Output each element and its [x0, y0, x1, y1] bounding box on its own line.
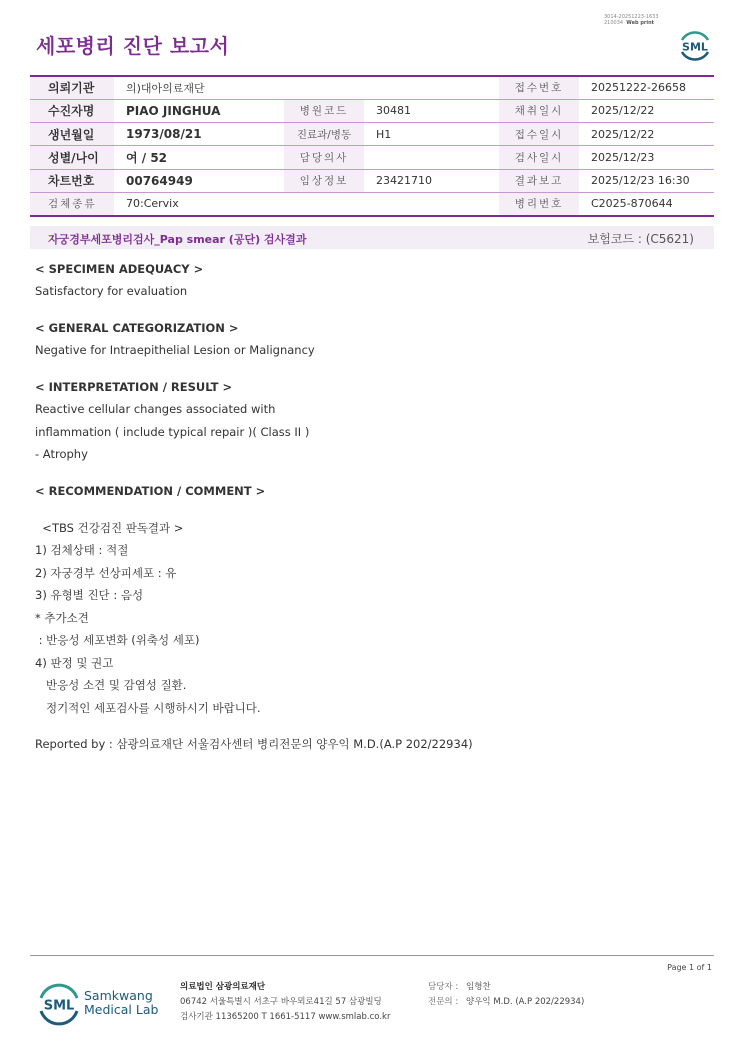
logo-name-line2: Medical Lab	[84, 1002, 159, 1017]
value-patient-name: PIAO JINGHUA	[114, 99, 284, 122]
footer-address	[180, 980, 390, 1025]
table-row	[30, 146, 714, 169]
patient-info-table	[30, 75, 714, 217]
footer-logo-text: SML	[43, 998, 75, 1014]
comment-line: 4) 판정 및 권고	[35, 656, 114, 670]
label-patient-name: 수진자명	[30, 99, 114, 122]
label-collection-date: 채취일시	[499, 99, 579, 122]
section-heading-specimen-adequacy: < SPECIMEN ADEQUACY >	[35, 262, 204, 276]
value-hospital-code: 30481	[364, 99, 499, 122]
label-result-report: 결과보고	[499, 169, 579, 192]
footer-org-name: 의료법인 삼광의료재단	[180, 982, 266, 992]
test-title: 자궁경부세포병리검사_Pap smear (공단) 검사결과	[48, 233, 307, 246]
web-print-label: Web print	[626, 20, 655, 26]
page-title: 세포병리 진단 보고서	[36, 34, 230, 58]
comment-line: 2) 자궁경부 선상피세포 : 유	[35, 566, 177, 580]
label-receipt-number: 접수번호	[499, 76, 579, 99]
label-department: 진료과/병동	[284, 123, 364, 146]
reported-by: Reported by : 삼광의료재단 서울검사센터 병리전문의 양우익 M.D.(A.P 202/22934)	[35, 737, 473, 751]
value-department: H1	[364, 123, 499, 146]
comment-line: 반응성 소견 및 감염성 질환.	[35, 678, 187, 692]
label-clinical-info: 임상정보	[284, 169, 364, 192]
document-code-line2: 210034	[604, 20, 624, 26]
section-heading-general-categorization: < GENERAL CATEGORIZATION >	[35, 321, 239, 335]
label-hospital-code: 병원코드	[284, 99, 364, 122]
label-doctor: 담당의사	[284, 146, 364, 169]
label-chart-number: 차트번호	[30, 169, 114, 192]
staff-value: 임형찬	[466, 982, 491, 992]
interpretation-line-1: Reactive cellular changes associated with	[35, 402, 276, 416]
general-categorization-text: Negative for Intraepithelial Lesion or Malignancy	[35, 343, 315, 357]
label-receipt-date: 접수일시	[499, 123, 579, 146]
section-heading-recommendation: < RECOMMENDATION / COMMENT >	[35, 484, 266, 498]
specimen-adequacy-text: Satisfactory for evaluation	[35, 284, 188, 298]
interpretation-line-2: inflammation ( include typical repair )( Class II )	[35, 425, 310, 439]
comment-line: : 반응성 세포변화 (위축성 세포)	[35, 633, 200, 647]
test-title-bar	[30, 226, 714, 249]
specialist-label: 전문의 :	[428, 997, 459, 1007]
logo-name-line1: Samkwang	[84, 988, 153, 1003]
comment-line: * 추가소견	[35, 611, 89, 625]
staff-label: 담당자 :	[428, 982, 459, 992]
label-requesting-org: 의뢰기관	[30, 76, 114, 99]
interpretation-line-3: - Atrophy	[35, 447, 88, 461]
page-number: Page 1 of 1	[667, 963, 712, 972]
value-birth-date: 1973/08/21	[114, 123, 284, 146]
value-receipt-number: 20251222-26658	[579, 76, 714, 99]
comment-line: 1) 검체상태 : 적절	[35, 543, 129, 557]
label-sex-age: 성별/나이	[30, 146, 114, 169]
table-row	[30, 76, 714, 99]
footer-contact-line: 검사기관 11365200 T 1661-5117 www.smlab.co.kr	[180, 1012, 391, 1022]
samkwang-logo-icon	[36, 982, 82, 1026]
value-test-date: 2025/12/23	[579, 146, 714, 169]
sml-logo-icon	[676, 26, 714, 64]
value-requesting-org: 의)대아의료재단	[114, 76, 499, 99]
document-code-line1: 3014-20251223-1633	[604, 14, 659, 20]
comment-line: <TBS 건강검진 판독결과 >	[35, 521, 184, 535]
value-sex-age: 여 / 52	[114, 146, 284, 169]
document-code	[604, 14, 694, 26]
label-pathology-number: 병리번호	[499, 192, 579, 215]
section-heading-interpretation: < INTERPRETATION / RESULT >	[35, 380, 233, 394]
value-receipt-date: 2025/12/22	[579, 123, 714, 146]
table-row	[30, 123, 714, 146]
value-clinical-info: 23421710	[364, 169, 499, 192]
insurance-code: 보험코드 : (C5621)	[587, 232, 694, 246]
label-test-date: 검사일시	[499, 146, 579, 169]
footer-address-line: 06742 서울특별시 서초구 바우뫼로41길 57 삼광빌딩	[180, 997, 382, 1007]
table-row	[30, 192, 714, 215]
value-result-report: 2025/12/23 16:30	[579, 169, 714, 192]
value-chart-number: 00764949	[114, 169, 284, 192]
comment-line: 정기적인 세포검사를 시행하시기 바랍니다.	[35, 701, 261, 715]
logo-text: SML	[682, 40, 708, 54]
specialist-value: 양우익 M.D. (A.P 202/22934)	[466, 997, 585, 1007]
label-birth-date: 생년월일	[30, 123, 114, 146]
table-row	[30, 169, 714, 192]
label-specimen-type: 검체종류	[30, 192, 114, 215]
value-pathology-number: C2025-870644	[579, 192, 714, 215]
table-row	[30, 99, 714, 122]
value-specimen-type: 70:Cervix	[114, 192, 499, 215]
footer-logo-name	[84, 989, 158, 1017]
footer-divider	[30, 955, 714, 956]
comment-line: 3) 유형별 진단 : 음성	[35, 588, 144, 602]
footer-staff	[428, 980, 584, 1010]
value-doctor	[364, 146, 499, 169]
value-collection-date: 2025/12/22	[579, 99, 714, 122]
